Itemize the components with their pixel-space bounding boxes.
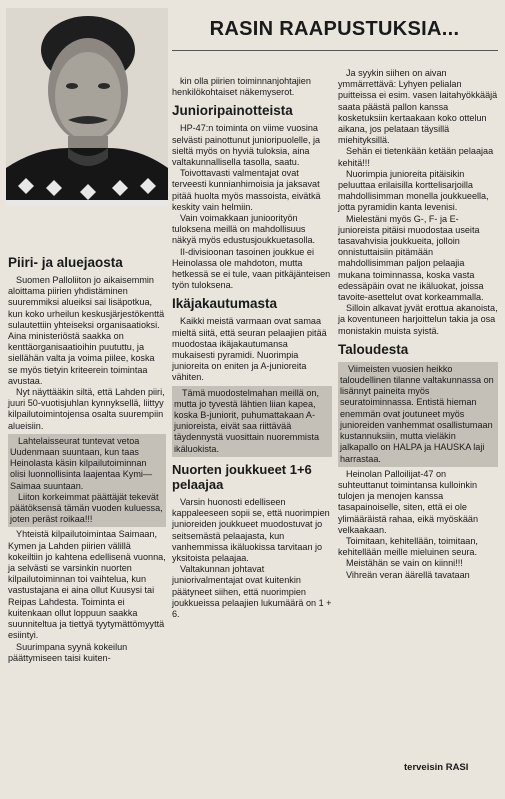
headline: RASIN RAAPUSTUKSIA... [209, 18, 460, 40]
portrait-image [6, 8, 168, 206]
paragraph: Vihreän veran äärellä tavataan [346, 569, 470, 580]
paragraph: Lahtelaisseurat tuntevat vetoa Uudenmaan suuntaan, kun taas Heinolasta käsin kilpailutoiminnan olisi luonnollisinta laajentaa Kymi—Saimaa suuntaan. [10, 435, 153, 491]
paragraph: Nyt näyttääkin siltä, että Lahden piiri, juuri 50-vuotisjuhlan kynnyksellä, liittyy kilpailutoimintojensa osalta suurempiin alueisiin. [8, 387, 165, 431]
shaded-box [172, 386, 332, 457]
paragraph: Suomen Palloliiton jo aikaisemmin aloittama piirien yhdistäminen suuremmiksi alueiksi sai lisäpotkua, kun koko urheilun keskusjärjestökenttä sulautettiin yhteiseksi organisaatioksi. Aina ministeriöstä saakka on kenttäorganisaatioihin puututtu, ja siellähän valta ja voima piilee, koska se myös tietyin kriteerein toimintaa avustaa. [8, 275, 165, 386]
heading-junioripainotteista: Junioripainotteista [172, 103, 293, 119]
paragraph: Varsin huonosti edelliseen kappaleeseen sopii se, että nuorimpien junioreiden joukkueet muodostuvat jo seitsemästä pelaajasta, kun vanhemmissa ikäluokissa tarvitaan jo yksitoista pelaajaa. [172, 496, 330, 563]
paragraph: Tämä muodostelmahan meillä on, mutta jo tyvestä lähtien liian kapea, koska B-juniorit, puhumattakaan A-junioreista, eivät saa riittävää täydennystä vuosittain nuoremmista ikäluokista. [174, 387, 320, 454]
paragraph: Sehän ei tietenkään ketään pelaajaa kehitä!!! [338, 146, 494, 168]
paragraph: Ja syykin siihen on aivan ymmärrettävä: Lyhyen pelialan puitteissa ei esim. vasen laitahyökkääjä saata päästä pallon kanssa kosketuksiin kertaakaan koko ottelun aikana, jos pelataan täysillä miehityksillä. [338, 68, 498, 146]
shaded-box [8, 434, 166, 528]
column-3 [338, 68, 498, 581]
paragraph: HP-47:n toiminta on viime vuosina selvästi painottunut junioripuolelle, ja sieltä myös on hyviä tuloksia, aina valtakunnallisella tasolla, saatu. [172, 123, 321, 168]
paragraph: Viimeisten vuosien heikko taloudellinen tilanne valtakunnassa on lisännyt paineita myös seuratoiminnassa. Entistä hieman enemmän ovat joutuneet myös junioreiden vanhemmat osallistumaan kustannuksiin, mutta vieläkin jalkapallo on HALPA ja HAUSKA laji harrastaa. [340, 363, 494, 464]
heading-nuorten-joukkueet: Nuorten joukkueet 1+6 pelaajaa [172, 461, 312, 492]
heading-taloudesta: Taloudesta [338, 341, 409, 357]
paragraph: Meistähän se vain on kiinni!!! [346, 558, 463, 569]
paragraph: Silloin alkavat jyvät erottua akanoista, ja koventuneen harjoittelun takia ja osa monistakin muista syistä. [338, 303, 498, 336]
paragraph: Liiton korkeimmat päättäjät tekevät päätöksensä tämän vuoden kuluessa, joten peräst roikaa!!! [10, 491, 163, 525]
paragraph: Vain voimakkaan junioorityön tuloksena meillä on mahdollisuus näkyä myös edustusjoukkuetasolla. [172, 213, 316, 246]
heading-ikajakautumasta: Ikäjakautumasta [172, 296, 278, 312]
paragraph: Kaikki meistä varmaan ovat samaa mieltä siitä, että seuran pelaajien pitää muodostaa ikäjakautumansa mukaisesti pyramidi. Nuorimpia junioreita on eniten ja A-junioreita vähiten. [172, 316, 327, 383]
column-2 [172, 76, 332, 620]
heading-piiri-ja-aluejaosta: Piiri- ja aluejaosta [8, 255, 123, 270]
paragraph: Valtakunnan johtavat juniorivalmentajat ovat kuitenkin päätyneet siihen, että nuorimpien joukkueissa pelaajien lukumäärä on 1 + 6. [172, 564, 332, 619]
paragraph: Toimitaan, kehitellään, toimitaan, kehitellään meille mieluinen seura. [338, 535, 478, 558]
paragraph: Nuorimpia junioreita pitäisikin peluuttaa erilaisilla korttelisarjoilla mahdollisimman monella joukkueella, jotta pyramidin kanta levenisi. [338, 168, 489, 213]
signature: terveisin RASI [404, 762, 469, 773]
portrait-photo [6, 8, 168, 206]
headline-rule [172, 50, 498, 51]
paragraph: Toivottavasti valmentajat ovat terveesti kunnianhimoisia ja jaksavat pitää huolta myös massoista, eivätkä keskity vain helmiin. [172, 168, 321, 212]
paragraph: Heinolan Palloilijat-47 on suhteuttanut toimintansa kulloinkin tulojen ja menojen kanssa tasapainoiselle, siten, että ei ole ylimääräistä rahaa, eikä myöskään velkaakaan. [338, 468, 479, 535]
shaded-box [338, 362, 498, 467]
paragraph: Yhteistä kilpailutoimintaa Saimaan, Kymen ja Lahden piirien välillä kokeiltiin jo kahtena edellisenä vuonna, ja selvästi se varsinkin nuorten kilpailutoiminnan toi vaihtelua, kun vastustajana ei aina ollut Kuusysi tai Reipas Lahdesta. Toiminta ei kuitenkaan ollut loppuun saakka suunniteltua ja tiettyä tyytymättömyyttä esiintyi. [8, 529, 166, 641]
column-1 [8, 250, 166, 664]
paragraph: Suurimpana syynä kokeilun päättymiseen taisi kuiten- [8, 641, 128, 663]
paragraph: kin olla piirien toiminnanjohtajien henkilökohtaiset näkemyserot. [172, 76, 311, 98]
paragraph: II-divisioonan tasoinen joukkue ei Heinolassa ole mahdoton, mutta hetkessä se ei tule, vaan pitkäjänteisen työn tuloksena. [172, 246, 331, 291]
paragraph: Mielestäni myös G-, F- ja E-junioreista pitäisi muodostaa useita tasavahvisia joukkueita, jolloin onnistuttaisiin pitämään mahdollisimman paljon pelaajia mukana toiminnassa, koska vasta edessäpäin ovat ne ikäluokat, joissa tavoite-asettelut ovat korkeammalla. [338, 213, 484, 303]
